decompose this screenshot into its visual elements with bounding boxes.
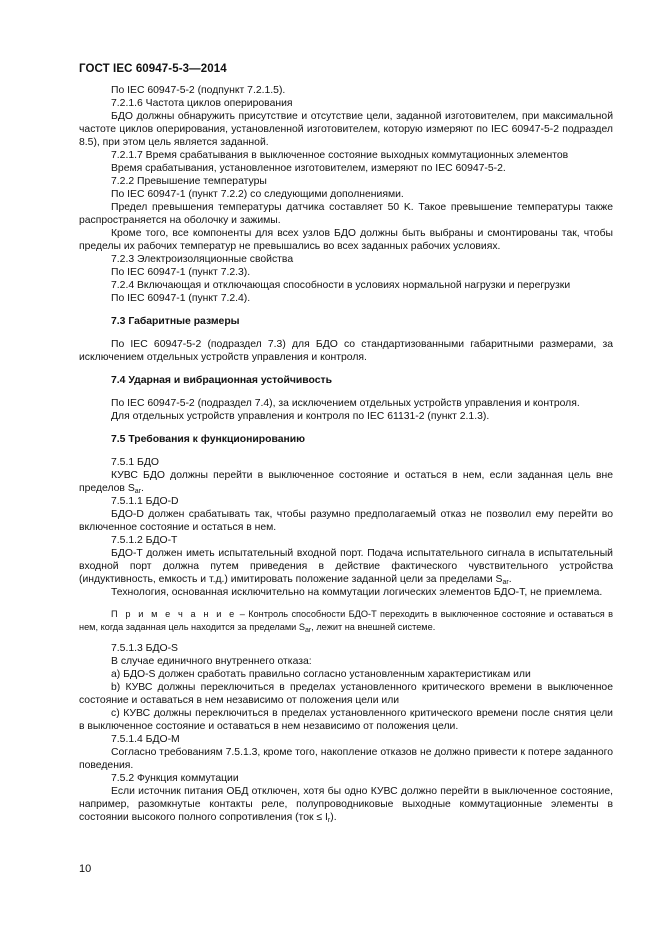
paragraph: По IEC 60947-5-2 (подраздел 7.3) для БДО со стандартизованными габаритными размерами, за исключением отдельных устройств управления и контроля. bbox=[79, 339, 613, 363]
section-heading: 7.5.1 БДО bbox=[111, 457, 159, 468]
paragraph: По IEC 60947-1 (пункт 7.2.2) со следующими дополнениями. bbox=[111, 189, 404, 200]
section-heading: 7.2.1.6 Частота циклов оперирования bbox=[111, 98, 293, 109]
paragraph: Время срабатывания, установленное изготовителем, измеряют по IEC 60947-5-2. bbox=[111, 163, 506, 174]
section-heading: 7.5.1.2 БДО-T bbox=[111, 535, 178, 546]
subscript: ar bbox=[304, 626, 312, 634]
list-item: c) КУВС должны переключиться в пределах установленного критического времени после снятия цели в выключенное состояние и оставаться в нем независимо от положения цели. bbox=[79, 708, 613, 732]
subscript: ar bbox=[134, 488, 141, 495]
paragraph: БДО-D должен срабатывать так, чтобы разумно предполагаемый отказ не позволил ему перейти во включенное состояние и остаться в нем. bbox=[79, 509, 613, 533]
paragraph: БДО должны обнаружить присутствие и отсутствие цели, заданной изготовителем, при максимальной частоте циклов оперирования, установленной изготовителем, которую измеряют по IEC 60947-5-2 подраздел 8.5), при этом цель является заданной. bbox=[79, 111, 613, 148]
document-header: ГОСТ IEC 60947-5-3—2014 bbox=[79, 63, 227, 75]
note-text-end: , лежит на внешней системе. bbox=[311, 621, 436, 632]
paragraph: По IEC 60947-5-2 (подпункт 7.2.1.5). bbox=[111, 85, 286, 96]
section-title-7-4: 7.4 Ударная и вибрационная устойчивость bbox=[111, 375, 332, 386]
subscript: ar bbox=[502, 579, 509, 586]
paragraph bbox=[79, 547, 613, 586]
note-text: – Контроль способности БДО-Т переходить в выключенное состояние и оставаться в нем, когда заданная цель находится за пределами S bbox=[79, 609, 613, 632]
section-heading: 7.5.1.3 БДО-S bbox=[111, 643, 178, 654]
document-body bbox=[79, 84, 613, 824]
section-heading: 7.2.3 Электроизоляционные свойства bbox=[111, 254, 294, 265]
section-heading: 7.5.1.4 БДО-M bbox=[111, 734, 180, 745]
period: . bbox=[140, 483, 144, 494]
paragraph bbox=[79, 469, 613, 495]
section-title-7-5: 7.5 Требования к функционированию bbox=[111, 434, 306, 445]
paragraph: В случае единичного внутреннего отказа: bbox=[111, 656, 312, 667]
paragraph: Кроме того, все компоненты для всех узлов БДО должны быть выбраны и смонтированы так, чтобы пределы их рабочих температур не превышались во всех заданных рабочих условиях. bbox=[79, 228, 613, 252]
section-heading: 7.2.2 Превышение температуры bbox=[111, 176, 267, 187]
paragraph: По IEC 60947-5-2 (подраздел 7.4), за исключением отдельных устройств управления и контроля. bbox=[111, 398, 580, 409]
paragraph: Для отдельных устройств управления и контроля по IEC 61131-2 (пункт 2.1.3). bbox=[111, 411, 490, 422]
paragraph: Предел превышения температуры датчика составляет 50 K. Такое превышение температуры также распространяется на оболочку и зажимы. bbox=[79, 202, 613, 226]
section-heading: 7.5.2 Функция коммутации bbox=[111, 773, 239, 784]
paragraph-text: КУВС БДО должны перейти в выключенное состояние и остаться в нем, если заданная цель вне пределов S bbox=[79, 470, 613, 494]
paragraph: По IEC 60947-1 (пункт 7.2.4). bbox=[111, 293, 251, 304]
section-title-7-3: 7.3 Габаритные размеры bbox=[111, 316, 240, 327]
paragraph-end: ). bbox=[330, 812, 337, 823]
section-heading: 7.2.1.7 Время срабатывания в выключенное состояние выходных коммутационных элементов bbox=[111, 150, 569, 161]
note bbox=[79, 608, 613, 633]
period: . bbox=[508, 574, 512, 585]
list-item: b) КУВС должны переключиться в пределах установленного критического времени в выключенное состояние и оставаться в нем независимо от положения цели или bbox=[79, 682, 613, 706]
subscript: r bbox=[327, 817, 331, 824]
paragraph: По IEC 60947-1 (пункт 7.2.3). bbox=[111, 267, 251, 278]
paragraph bbox=[79, 785, 613, 824]
paragraph-text: Если источник питания ОБД отключен, хотя бы одно КУВС должно перейти в выключенное состояние, например, разомкнутые контакты реле, полупроводниковые выходные коммутационные элементы в состоянии высокого полного сопротивления (ток ≤ I bbox=[79, 786, 613, 823]
note-label: П р и м е ч а н и е bbox=[111, 609, 237, 619]
paragraph: Технология, основанная исключительно на коммутации логических элементов БДО-T, не приемлема. bbox=[111, 587, 603, 598]
paragraph-text: БДО-T должен иметь испытательный входной порт. Подача испытательного сигнала в испытательный входной порт должна путем приведения в действие фактического чувствительного устройства (индуктивность, емкость и т.д.) имитировать положение заданной цели за пределами S bbox=[79, 548, 613, 585]
page-number: 10 bbox=[79, 863, 92, 875]
section-heading: 7.5.1.1 БДО-D bbox=[111, 496, 179, 507]
list-item: a) БДО-S должен сработать правильно согласно установленным характеристикам или bbox=[111, 669, 531, 680]
section-heading: 7.2.4 Включающая и отключающая способности в условиях нормальной нагрузки и перегрузки bbox=[111, 280, 571, 291]
paragraph: Согласно требованиям 7.5.1.3, кроме того, накопление отказов не должно привести к потере заданного поведения. bbox=[79, 747, 613, 771]
